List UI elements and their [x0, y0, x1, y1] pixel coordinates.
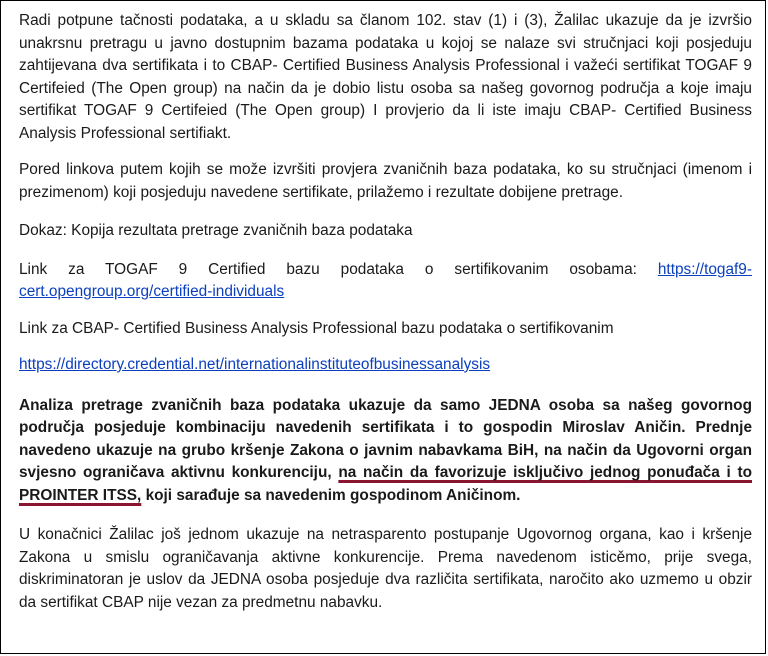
analysis-text: Analiza pretrage zvaničnih baza podataka ukazuje da samo JEDNA osoba sa našeg govornog područja posjeduje kombinaciju navedenih sertifikata i to gospodin Miroslav Aničin. Prednje navedeno ukazuje na grubo kršenje Zakona o javnim nabavkama BiH, na način da Ugovorni organ svjesno ograničava aktivnu konkurenciju, — [19, 396, 752, 481]
paragraph-cbap-link — [19, 354, 752, 377]
analysis-text-end: koji sarađuje sa navedenim gospodinom Aničinom. — [141, 486, 521, 504]
togaf-link-label: Link za TOGAF 9 Certified bazu podataka o sertifikovanim osobama: — [19, 260, 658, 278]
paragraph-togaf-link — [19, 259, 752, 304]
cbap-link[interactable]: https://directory.credential.net/internationalinstituteofbusinessanalysis — [19, 356, 491, 373]
paragraph-links-intro: Pored linkova putem kojih se može izvršiti provjera zvaničnih baza podataka, ko su stručnjaci (imenom i prezimenom) koji posjeduju navedene sertifikate, prilažemo i rezultate dobijene pretrage. — [19, 161, 752, 201]
paragraph-conclusion: U konačnici Žalilac još jednom ukazuje na netrasparento postupanje Ugovornog organa, kao i kršenje Zakona u smislu ograničavanja aktivne konkurencije. Prema navedenom isticěmo, prije svega, diskriminatoran je uslov da JEDNA osoba posjeduje dva različita sertifikata, naročito ako uzmemo u obzir da sertifikat CBAP nije vezan za predmetnu nabavku. — [19, 526, 752, 611]
paragraph-analysis-bold — [19, 395, 752, 508]
paragraph-cbap-link-label: Link za CBAP- Certified Business Analysis Professional bazu podataka o sertifikovanim — [19, 319, 614, 337]
togaf-link[interactable]: https://togaf9-cert.opengroup.org/certified-individuals — [19, 260, 752, 300]
paragraph-cross-search: Radi potpune tačnosti podataka, a u skladu sa članom 102. stav (1) i (3), Žalilac ukazuje da je izvršio unakrsnu pretragu u javno dostupnim bazama podataka u kojoj se nalaze svi stručnjaci koji posjeduju zahtijevana dva sertifikata i to CBAP- Certified Business Analysis Professional i važeći sertifikat TOGAF 9 Certifeied (The Open group) na način da je dobio listu osoba sa našeg govornog područja a koje imaju sertifikat TOGAF 9 Certifeied (The Open group) I provjerio da li iste imaju CBAP- Certified Business Analysis Professional sertifiakt. — [19, 12, 752, 142]
highlighted-phrase: na način da favorizuje isključivo jednog ponuđača i to PROINTER ITSS, — [19, 464, 752, 504]
document-body — [19, 10, 752, 614]
paragraph-evidence: Dokaz: Kopija rezultata pretrage zvaničnih baza podataka — [19, 222, 413, 239]
